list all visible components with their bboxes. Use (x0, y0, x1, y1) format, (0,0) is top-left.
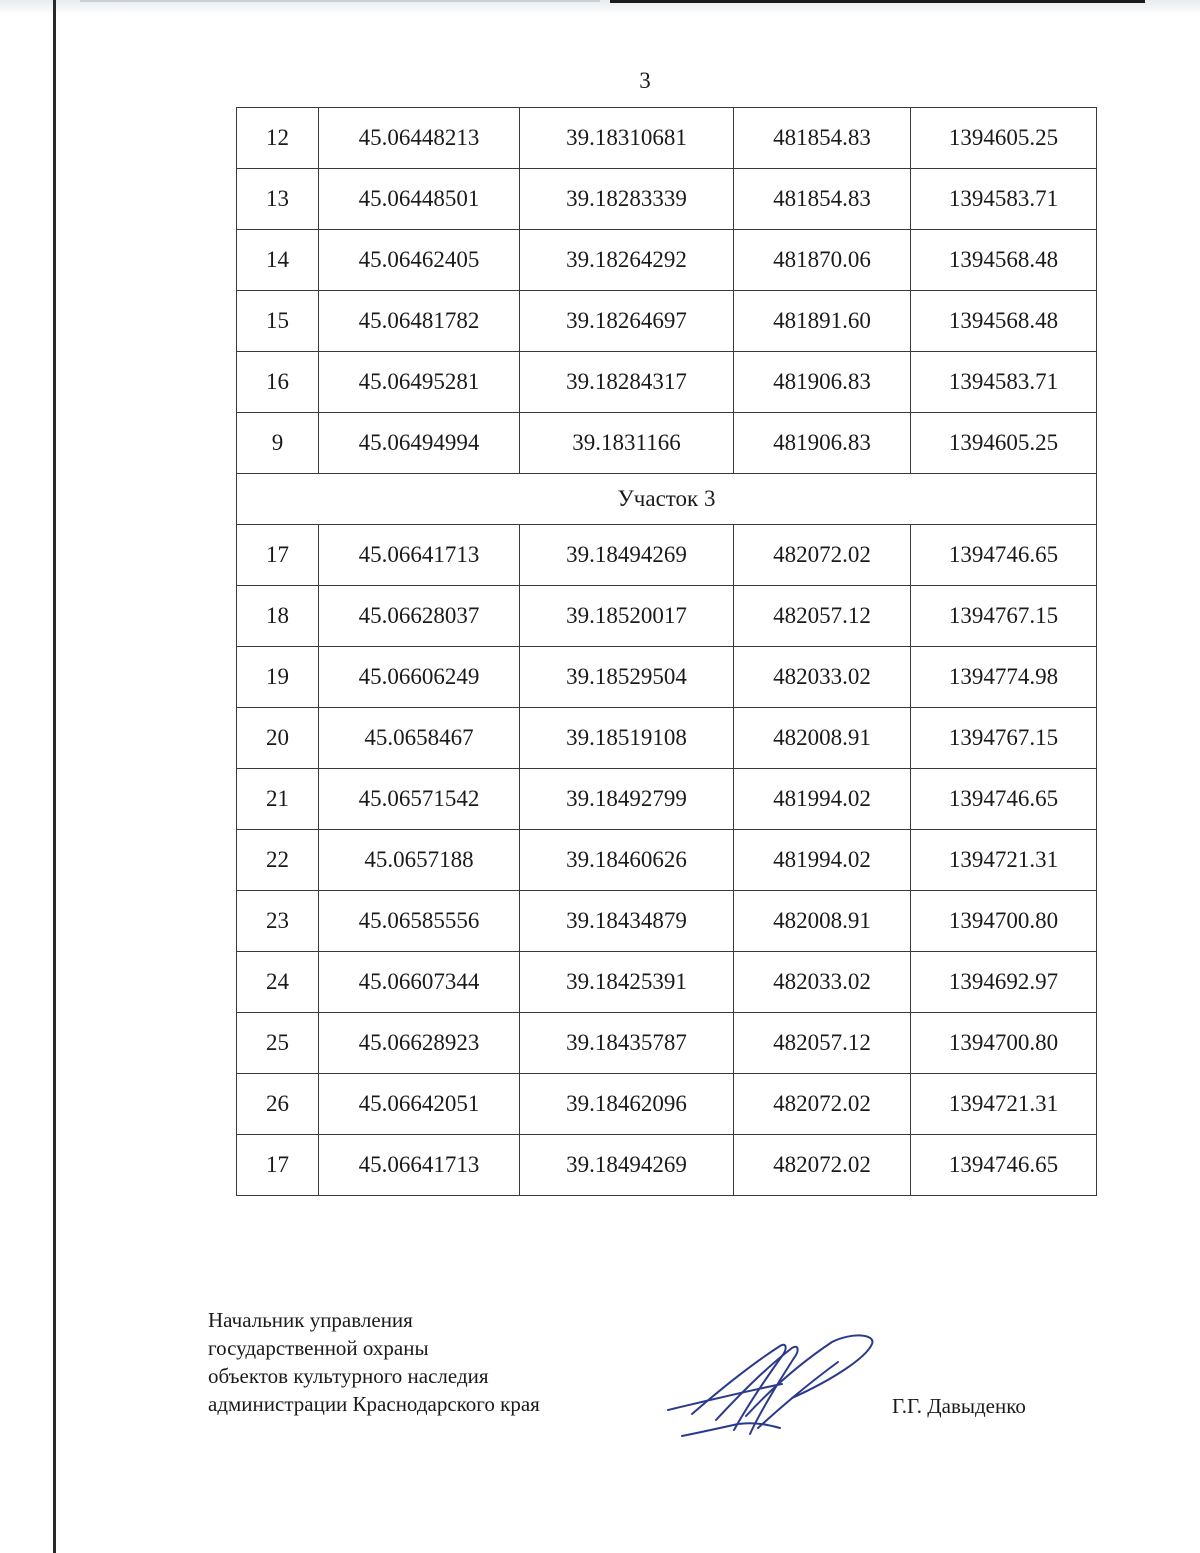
point-number-cell: 24 (237, 952, 319, 1013)
point-number-cell: 25 (237, 1013, 319, 1074)
point-number-cell: 16 (237, 352, 319, 413)
longitude-cell: 39.18435787 (520, 1013, 734, 1074)
point-number-cell: 18 (237, 586, 319, 647)
scan-top-edge-left (80, 0, 600, 2)
table-row (237, 230, 1097, 291)
longitude-cell: 39.18519108 (520, 708, 734, 769)
x-coordinate-cell: 482033.02 (734, 647, 911, 708)
latitude-cell: 45.0657188 (319, 830, 520, 891)
longitude-cell: 39.18310681 (520, 108, 734, 169)
table-row (237, 413, 1097, 474)
x-coordinate-cell: 481994.02 (734, 830, 911, 891)
longitude-cell: 39.18462096 (520, 1074, 734, 1135)
y-coordinate-cell: 1394692.97 (911, 952, 1097, 1013)
table-row (237, 830, 1097, 891)
longitude-cell: 39.18520017 (520, 586, 734, 647)
x-coordinate-cell: 481994.02 (734, 769, 911, 830)
scan-left-edge (53, 0, 56, 1553)
latitude-cell: 45.06585556 (319, 891, 520, 952)
point-number-cell: 17 (237, 525, 319, 586)
y-coordinate-cell: 1394605.25 (911, 413, 1097, 474)
point-number-cell: 21 (237, 769, 319, 830)
longitude-cell: 39.18264697 (520, 291, 734, 352)
longitude-cell: 39.18284317 (520, 352, 734, 413)
x-coordinate-cell: 482033.02 (734, 952, 911, 1013)
y-coordinate-cell: 1394568.48 (911, 291, 1097, 352)
table-row (237, 108, 1097, 169)
y-coordinate-cell: 1394721.31 (911, 1074, 1097, 1135)
table-row (237, 647, 1097, 708)
longitude-cell: 39.18529504 (520, 647, 734, 708)
signer-name: Г.Г. Давыденко (892, 1394, 1026, 1418)
y-coordinate-cell: 1394767.15 (911, 708, 1097, 769)
point-number-cell: 12 (237, 108, 319, 169)
x-coordinate-cell: 481854.83 (734, 169, 911, 230)
x-coordinate-cell: 482072.02 (734, 525, 911, 586)
coordinates-table (236, 107, 1097, 1196)
point-number-cell: 9 (237, 413, 319, 474)
longitude-cell: 39.18425391 (520, 952, 734, 1013)
y-coordinate-cell: 1394568.48 (911, 230, 1097, 291)
latitude-cell: 45.06641713 (319, 1135, 520, 1196)
y-coordinate-cell: 1394767.15 (911, 586, 1097, 647)
y-coordinate-cell: 1394746.65 (911, 1135, 1097, 1196)
handwritten-signature (662, 1328, 882, 1448)
x-coordinate-cell: 481906.83 (734, 352, 911, 413)
signer-position-line: государственной охраны (208, 1336, 429, 1360)
longitude-cell: 39.18264292 (520, 230, 734, 291)
y-coordinate-cell: 1394721.31 (911, 830, 1097, 891)
latitude-cell: 45.06494994 (319, 413, 520, 474)
point-number-cell: 22 (237, 830, 319, 891)
point-number-cell: 15 (237, 291, 319, 352)
longitude-cell: 39.18492799 (520, 769, 734, 830)
table-row (237, 1074, 1097, 1135)
x-coordinate-cell: 482057.12 (734, 1013, 911, 1074)
point-number-cell: 14 (237, 230, 319, 291)
x-coordinate-cell: 482008.91 (734, 891, 911, 952)
page-number: 3 (639, 68, 651, 93)
longitude-cell: 39.18494269 (520, 525, 734, 586)
table-row (237, 169, 1097, 230)
latitude-cell: 45.06448501 (319, 169, 520, 230)
y-coordinate-cell: 1394583.71 (911, 169, 1097, 230)
table-row (237, 1135, 1097, 1196)
x-coordinate-cell: 482072.02 (734, 1135, 911, 1196)
table-row (237, 291, 1097, 352)
point-number-cell: 19 (237, 647, 319, 708)
longitude-cell: 39.18434879 (520, 891, 734, 952)
x-coordinate-cell: 482057.12 (734, 586, 911, 647)
latitude-cell: 45.06571542 (319, 769, 520, 830)
longitude-cell: 39.18460626 (520, 830, 734, 891)
point-number-cell: 17 (237, 1135, 319, 1196)
x-coordinate-cell: 481891.60 (734, 291, 911, 352)
x-coordinate-cell: 481854.83 (734, 108, 911, 169)
x-coordinate-cell: 482008.91 (734, 708, 911, 769)
point-number-cell: 13 (237, 169, 319, 230)
point-number-cell: 23 (237, 891, 319, 952)
latitude-cell: 45.06642051 (319, 1074, 520, 1135)
latitude-cell: 45.06628923 (319, 1013, 520, 1074)
y-coordinate-cell: 1394700.80 (911, 891, 1097, 952)
section-label: Участок 3 (237, 474, 1097, 525)
y-coordinate-cell: 1394746.65 (911, 769, 1097, 830)
longitude-cell: 39.18494269 (520, 1135, 734, 1196)
latitude-cell: 45.06462405 (319, 230, 520, 291)
signer-position-line: Начальник управления (208, 1308, 413, 1332)
x-coordinate-cell: 481870.06 (734, 230, 911, 291)
latitude-cell: 45.06607344 (319, 952, 520, 1013)
y-coordinate-cell: 1394746.65 (911, 525, 1097, 586)
y-coordinate-cell: 1394700.80 (911, 1013, 1097, 1074)
table-row (237, 769, 1097, 830)
table-row (237, 891, 1097, 952)
point-number-cell: 26 (237, 1074, 319, 1135)
latitude-cell: 45.06606249 (319, 647, 520, 708)
y-coordinate-cell: 1394774.98 (911, 647, 1097, 708)
signer-position-line: администрации Краснодарского края (208, 1392, 540, 1416)
section-row (237, 474, 1097, 525)
table-row (237, 352, 1097, 413)
latitude-cell: 45.06481782 (319, 291, 520, 352)
table-row (237, 586, 1097, 647)
latitude-cell: 45.06628037 (319, 586, 520, 647)
table-row (237, 525, 1097, 586)
latitude-cell: 45.06448213 (319, 108, 520, 169)
signer-position (208, 1306, 540, 1418)
y-coordinate-cell: 1394583.71 (911, 352, 1097, 413)
scan-top-edge (610, 0, 1145, 3)
y-coordinate-cell: 1394605.25 (911, 108, 1097, 169)
point-number-cell: 20 (237, 708, 319, 769)
x-coordinate-cell: 482072.02 (734, 1074, 911, 1135)
x-coordinate-cell: 481906.83 (734, 413, 911, 474)
table-row (237, 1013, 1097, 1074)
latitude-cell: 45.06641713 (319, 525, 520, 586)
longitude-cell: 39.18283339 (520, 169, 734, 230)
signer-position-line: объектов культурного наследия (208, 1364, 489, 1388)
latitude-cell: 45.0658467 (319, 708, 520, 769)
latitude-cell: 45.06495281 (319, 352, 520, 413)
coordinates-table-body (237, 108, 1097, 1196)
table-row (237, 952, 1097, 1013)
longitude-cell: 39.1831166 (520, 413, 734, 474)
table-row (237, 708, 1097, 769)
